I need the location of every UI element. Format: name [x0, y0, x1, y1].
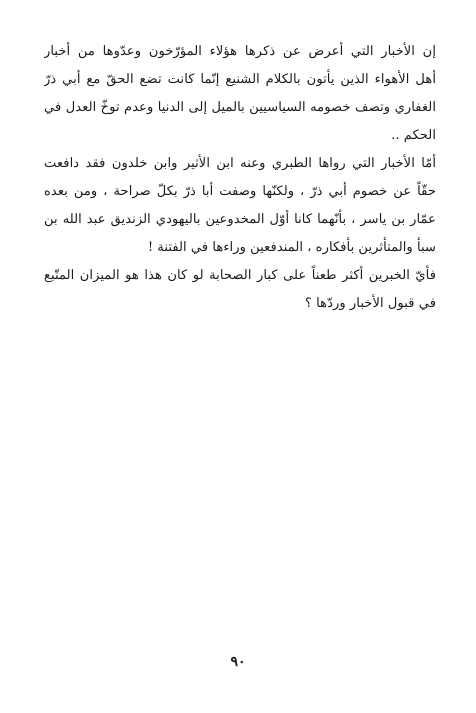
paragraph-1: [44, 38, 436, 150]
paragraph-2: [44, 150, 436, 262]
body-text: [44, 38, 436, 318]
paragraph-line: إن الأخبار التي أعرض عن ذكرها هؤلاء المؤرّخون وعدّوها من أخبار: [44, 44, 436, 59]
paragraph-line: سبأ والمتأثرين بأفكاره ، المندفعين وراءها في الفتنة !: [147, 240, 436, 255]
paragraph-line: في قبول الأخبار وردّها ؟: [304, 296, 436, 311]
paragraph-line: أمّا الأخبار التي رواها الطبري وعنه ابن الأثير وابن خلدون فقد دافعت: [44, 156, 436, 171]
paragraph-line: حقّاً عن خصوم أبي ذرّ ، ولكنّها وصفت أبا ذرّ بكلّ صراحة ، ومن بعده: [44, 184, 436, 199]
paragraph-line: أهل الأهواء الذين يأتون بالكلام الشنيع إنّما كانت تضع الحقّ مع أبي ذرّ: [44, 72, 436, 87]
page-number: ٩٠: [230, 654, 246, 670]
paragraph-line: الغفاري وتصف خصومه السياسيين بالميل إلى الدنيا وعدم توخّ العدل في: [44, 100, 436, 115]
paragraph-line: عمّار بن ياسر ، بأنّهما كانا أوّل المخدوعين باليهودي الزنديق عبد الله بن: [44, 212, 436, 227]
paragraph-line: فأيّ الخبرين أكثر طعناً على كبار الصحابة لو كان هذا هو الميزان المتّبع: [44, 268, 436, 283]
paragraph-line: الحكم ..: [391, 128, 436, 143]
paragraph-3: [44, 262, 436, 318]
